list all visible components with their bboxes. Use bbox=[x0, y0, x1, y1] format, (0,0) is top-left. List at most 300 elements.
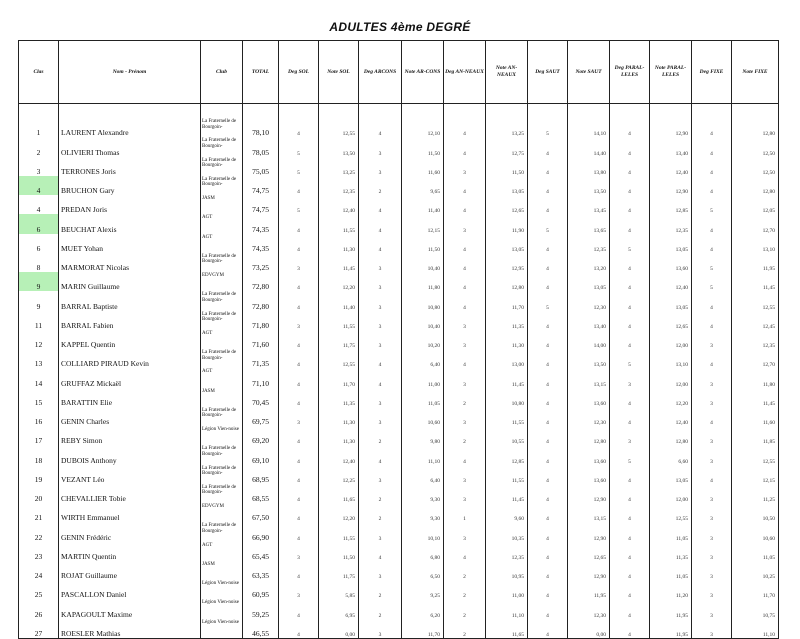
column-header: Note AN-NEAUX bbox=[486, 41, 528, 104]
deg-sol-cell: 4 bbox=[279, 234, 319, 253]
column-header: Clas bbox=[19, 41, 59, 104]
club-cell: La Fraternelle de Bourgoin- bbox=[201, 311, 243, 330]
deg-fixe-cell: 3 bbox=[692, 561, 732, 580]
note-fixe-cell: 11,60 bbox=[732, 407, 779, 426]
rank-cell: 11 bbox=[19, 311, 59, 330]
note-fixe-cell: 11,95 bbox=[732, 253, 779, 272]
note-arcons-cell: 10,60 bbox=[402, 407, 444, 426]
table-body bbox=[19, 104, 779, 639]
deg-paralleles-cell: 5 bbox=[610, 234, 650, 253]
note-fixe-cell: 11,45 bbox=[732, 272, 779, 291]
note-paralleles-cell: 12,35 bbox=[650, 214, 692, 233]
note-anneaux-cell: 10,35 bbox=[486, 522, 528, 541]
column-header: Note AR-CONS bbox=[402, 41, 444, 104]
deg-fixe-cell: 3 bbox=[692, 426, 732, 445]
deg-fixe-cell: 3 bbox=[692, 542, 732, 561]
note-fixe-cell: 12,45 bbox=[732, 311, 779, 330]
name-cell: GENIN Frédéric bbox=[59, 522, 201, 541]
table-row bbox=[19, 214, 779, 233]
note-fixe-cell: 10,50 bbox=[732, 503, 779, 522]
note-anneaux-cell: 11,45 bbox=[486, 368, 528, 387]
deg-anneaux-cell: 4 bbox=[444, 253, 486, 272]
note-paralleles-cell: 12,55 bbox=[650, 503, 692, 522]
note-arcons-cell: 10,40 bbox=[402, 253, 444, 272]
club-cell: JASM bbox=[201, 195, 243, 214]
note-arcons-cell: 11,80 bbox=[402, 272, 444, 291]
note-paralleles-cell: 13,05 bbox=[650, 465, 692, 484]
deg-anneaux-cell: 2 bbox=[444, 599, 486, 618]
club-cell: EDVGYM bbox=[201, 503, 243, 522]
name-cell: BEUCHAT Alexis bbox=[59, 214, 201, 233]
note-paralleles-cell: 11,20 bbox=[650, 580, 692, 599]
deg-saut-cell: 4 bbox=[528, 234, 568, 253]
note-saut-cell: 13,80 bbox=[568, 157, 610, 176]
deg-arcons-cell: 3 bbox=[359, 388, 402, 407]
deg-arcons-cell: 3 bbox=[359, 253, 402, 272]
note-sol-cell: 12,55 bbox=[319, 349, 359, 368]
note-arcons-cell: 11,50 bbox=[402, 234, 444, 253]
note-fixe-cell: 10,75 bbox=[732, 599, 779, 618]
table-row bbox=[19, 484, 779, 503]
name-cell: BARRAL Baptiste bbox=[59, 291, 201, 310]
note-saut-cell: 12,65 bbox=[568, 542, 610, 561]
deg-fixe-cell: 3 bbox=[692, 388, 732, 407]
table-row bbox=[19, 118, 779, 137]
deg-sol-cell: 3 bbox=[279, 253, 319, 272]
note-sol-cell: 13,25 bbox=[319, 157, 359, 176]
note-paralleles-cell: 12,20 bbox=[650, 388, 692, 407]
note-saut-cell: 12,35 bbox=[568, 234, 610, 253]
note-arcons-cell: 11,40 bbox=[402, 195, 444, 214]
note-sol-cell: 12,55 bbox=[319, 118, 359, 137]
deg-paralleles-cell: 4 bbox=[610, 272, 650, 291]
table-row bbox=[19, 561, 779, 580]
deg-anneaux-cell: 4 bbox=[444, 349, 486, 368]
deg-saut-cell: 4 bbox=[528, 349, 568, 368]
deg-arcons-cell: 4 bbox=[359, 542, 402, 561]
name-cell: BRUCHON Gary bbox=[59, 176, 201, 195]
total-cell: 63,35 bbox=[243, 561, 279, 580]
column-header: Note SOL bbox=[319, 41, 359, 104]
deg-anneaux-cell: 4 bbox=[444, 176, 486, 195]
deg-arcons-cell: 3 bbox=[359, 291, 402, 310]
deg-arcons-cell: 2 bbox=[359, 599, 402, 618]
note-fixe-cell: 11,45 bbox=[732, 388, 779, 407]
deg-paralleles-cell: 4 bbox=[610, 137, 650, 156]
name-cell: BARATTIN Elie bbox=[59, 388, 201, 407]
deg-anneaux-cell: 4 bbox=[444, 234, 486, 253]
deg-saut-cell: 4 bbox=[528, 272, 568, 291]
column-header: Club bbox=[201, 41, 243, 104]
note-saut-cell: 12,90 bbox=[568, 561, 610, 580]
deg-arcons-cell: 4 bbox=[359, 195, 402, 214]
name-cell: GRUFFAZ Mickaël bbox=[59, 368, 201, 387]
deg-saut-cell: 4 bbox=[528, 522, 568, 541]
note-sol-cell: 11,50 bbox=[319, 542, 359, 561]
deg-paralleles-cell: 4 bbox=[610, 118, 650, 137]
deg-saut-cell: 4 bbox=[528, 195, 568, 214]
note-arcons-cell: 12,10 bbox=[402, 118, 444, 137]
table-row bbox=[19, 445, 779, 464]
note-sol-cell: 6,95 bbox=[319, 599, 359, 618]
deg-arcons-cell: 3 bbox=[359, 137, 402, 156]
deg-arcons-cell: 4 bbox=[359, 234, 402, 253]
deg-fixe-cell: 3 bbox=[692, 522, 732, 541]
note-sol-cell: 12,25 bbox=[319, 465, 359, 484]
table-row bbox=[19, 311, 779, 330]
column-header: Deg PARAL-LELES bbox=[610, 41, 650, 104]
deg-arcons-cell: 2 bbox=[359, 176, 402, 195]
club-cell: JASM bbox=[201, 388, 243, 407]
total-cell: 71,35 bbox=[243, 349, 279, 368]
club-cell: La Fraternelle de Bourgoin- bbox=[201, 157, 243, 176]
note-saut-cell: 13,60 bbox=[568, 388, 610, 407]
deg-fixe-cell: 4 bbox=[692, 118, 732, 137]
note-anneaux-cell: 11,90 bbox=[486, 214, 528, 233]
deg-arcons-cell: 4 bbox=[359, 445, 402, 464]
note-anneaux-cell: 11,50 bbox=[486, 157, 528, 176]
deg-sol-cell: 5 bbox=[279, 195, 319, 214]
name-cell: MUET Yohan bbox=[59, 234, 201, 253]
note-paralleles-cell: 12,00 bbox=[650, 330, 692, 349]
note-fixe-cell: 12,50 bbox=[732, 157, 779, 176]
note-anneaux-cell: 12,85 bbox=[486, 445, 528, 464]
rank-cell: 17 bbox=[19, 426, 59, 445]
note-paralleles-cell: 13,60 bbox=[650, 253, 692, 272]
note-anneaux-cell: 13,05 bbox=[486, 176, 528, 195]
rank-cell: 27 bbox=[19, 619, 59, 639]
note-anneaux-cell: 11,00 bbox=[486, 580, 528, 599]
note-anneaux-cell: 12,35 bbox=[486, 542, 528, 561]
deg-saut-cell: 4 bbox=[528, 253, 568, 272]
total-cell: 74,35 bbox=[243, 234, 279, 253]
deg-anneaux-cell: 4 bbox=[444, 118, 486, 137]
deg-anneaux-cell: 3 bbox=[444, 330, 486, 349]
deg-saut-cell: 4 bbox=[528, 368, 568, 387]
rank-cell: 13 bbox=[19, 349, 59, 368]
column-header: Nom - Prénom bbox=[59, 41, 201, 104]
total-cell: 78,05 bbox=[243, 137, 279, 156]
note-sol-cell: 11,30 bbox=[319, 426, 359, 445]
rank-cell: 12 bbox=[19, 330, 59, 349]
total-cell: 73,25 bbox=[243, 253, 279, 272]
table-row bbox=[19, 426, 779, 445]
rank-cell: 14 bbox=[19, 368, 59, 387]
note-anneaux-cell: 12,80 bbox=[486, 272, 528, 291]
column-header: Deg ARCONS bbox=[359, 41, 402, 104]
deg-anneaux-cell: 3 bbox=[444, 522, 486, 541]
rank-cell: 21 bbox=[19, 503, 59, 522]
deg-anneaux-cell: 3 bbox=[444, 407, 486, 426]
note-saut-cell: 12,30 bbox=[568, 599, 610, 618]
deg-fixe-cell: 4 bbox=[692, 214, 732, 233]
note-saut-cell: 14,40 bbox=[568, 137, 610, 156]
total-cell: 66,90 bbox=[243, 522, 279, 541]
note-sol-cell: 12,40 bbox=[319, 445, 359, 464]
note-sol-cell: 11,30 bbox=[319, 407, 359, 426]
note-anneaux-cell: 11,55 bbox=[486, 407, 528, 426]
name-cell: PREDAN Joris bbox=[59, 195, 201, 214]
club-cell: Légion Vien-noise bbox=[201, 619, 243, 639]
deg-fixe-cell: 5 bbox=[692, 195, 732, 214]
deg-saut-cell: 4 bbox=[528, 561, 568, 580]
deg-anneaux-cell: 4 bbox=[444, 542, 486, 561]
deg-anneaux-cell: 3 bbox=[444, 484, 486, 503]
note-saut-cell: 14,00 bbox=[568, 330, 610, 349]
note-paralleles-cell: 6,60 bbox=[650, 445, 692, 464]
deg-paralleles-cell: 4 bbox=[610, 542, 650, 561]
rank-cell: 9 bbox=[19, 272, 59, 291]
deg-arcons-cell: 3 bbox=[359, 465, 402, 484]
deg-arcons-cell: 3 bbox=[359, 561, 402, 580]
note-sol-cell: 12,35 bbox=[319, 176, 359, 195]
note-arcons-cell: 10,20 bbox=[402, 330, 444, 349]
deg-arcons-cell: 2 bbox=[359, 484, 402, 503]
note-anneaux-cell: 12,95 bbox=[486, 253, 528, 272]
note-arcons-cell: 10,80 bbox=[402, 291, 444, 310]
name-cell: VEZANT Léo bbox=[59, 465, 201, 484]
deg-paralleles-cell: 5 bbox=[610, 349, 650, 368]
note-sol-cell: 12,20 bbox=[319, 503, 359, 522]
deg-anneaux-cell: 2 bbox=[444, 561, 486, 580]
total-cell: 71,10 bbox=[243, 368, 279, 387]
table-row bbox=[19, 580, 779, 599]
rank-cell: 24 bbox=[19, 561, 59, 580]
name-cell: DUBOIS Anthony bbox=[59, 445, 201, 464]
note-paralleles-cell: 13,40 bbox=[650, 137, 692, 156]
table-row bbox=[19, 137, 779, 156]
deg-fixe-cell: 4 bbox=[692, 465, 732, 484]
deg-paralleles-cell: 4 bbox=[610, 580, 650, 599]
deg-sol-cell: 4 bbox=[279, 388, 319, 407]
club-cell: La Fraternelle de Bourgoin- bbox=[201, 407, 243, 426]
rank-cell: 4 bbox=[19, 176, 59, 195]
note-anneaux-cell: 13,25 bbox=[486, 118, 528, 137]
club-cell: La Fraternelle de Bourgoin- bbox=[201, 118, 243, 137]
deg-saut-cell: 4 bbox=[528, 388, 568, 407]
deg-arcons-cell: 4 bbox=[359, 214, 402, 233]
total-cell: 71,80 bbox=[243, 311, 279, 330]
note-anneaux-cell: 10,80 bbox=[486, 388, 528, 407]
deg-paralleles-cell: 4 bbox=[610, 311, 650, 330]
deg-paralleles-cell: 4 bbox=[610, 503, 650, 522]
deg-sol-cell: 4 bbox=[279, 176, 319, 195]
deg-paralleles-cell: 4 bbox=[610, 561, 650, 580]
note-arcons-cell: 12,15 bbox=[402, 214, 444, 233]
deg-anneaux-cell: 3 bbox=[444, 311, 486, 330]
table-row bbox=[19, 176, 779, 195]
spacer-row bbox=[19, 104, 779, 119]
deg-saut-cell: 4 bbox=[528, 311, 568, 330]
note-anneaux-cell: 13,00 bbox=[486, 349, 528, 368]
column-header: TOTAL bbox=[243, 41, 279, 104]
note-sol-cell: 12,40 bbox=[319, 195, 359, 214]
deg-arcons-cell: 4 bbox=[359, 368, 402, 387]
total-cell: 69,10 bbox=[243, 445, 279, 464]
deg-sol-cell: 4 bbox=[279, 349, 319, 368]
deg-fixe-cell: 5 bbox=[692, 253, 732, 272]
table-row bbox=[19, 291, 779, 310]
club-cell: La Fraternelle de Bourgoin- bbox=[201, 137, 243, 156]
deg-paralleles-cell: 4 bbox=[610, 522, 650, 541]
table-row bbox=[19, 542, 779, 561]
deg-anneaux-cell: 4 bbox=[444, 272, 486, 291]
note-fixe-cell: 12,70 bbox=[732, 349, 779, 368]
note-saut-cell: 12,90 bbox=[568, 522, 610, 541]
deg-sol-cell: 4 bbox=[279, 599, 319, 618]
deg-sol-cell: 5 bbox=[279, 137, 319, 156]
rank-cell: 26 bbox=[19, 599, 59, 618]
club-cell: EDVGYM bbox=[201, 272, 243, 291]
column-header: Deg SOL bbox=[279, 41, 319, 104]
note-saut-cell: 12,90 bbox=[568, 484, 610, 503]
club-cell: AGT bbox=[201, 368, 243, 387]
name-cell: ROJAT Guillaume bbox=[59, 561, 201, 580]
column-header: Note SAUT bbox=[568, 41, 610, 104]
club-cell: AGT bbox=[201, 234, 243, 253]
note-fixe-cell: 13,10 bbox=[732, 234, 779, 253]
deg-fixe-cell: 4 bbox=[692, 291, 732, 310]
note-sol-cell: 11,45 bbox=[319, 253, 359, 272]
note-fixe-cell: 11,25 bbox=[732, 484, 779, 503]
note-anneaux-cell: 11,70 bbox=[486, 291, 528, 310]
note-saut-cell: 13,50 bbox=[568, 176, 610, 195]
deg-arcons-cell: 2 bbox=[359, 580, 402, 599]
note-anneaux-cell: 11,55 bbox=[486, 465, 528, 484]
deg-fixe-cell: 3 bbox=[692, 503, 732, 522]
deg-saut-cell: 4 bbox=[528, 137, 568, 156]
rank-cell: 18 bbox=[19, 445, 59, 464]
table-row bbox=[19, 599, 779, 618]
note-sol-cell: 11,75 bbox=[319, 330, 359, 349]
deg-saut-cell: 4 bbox=[528, 542, 568, 561]
deg-sol-cell: 4 bbox=[279, 619, 319, 639]
deg-arcons-cell: 3 bbox=[359, 407, 402, 426]
note-anneaux-cell: 11,30 bbox=[486, 330, 528, 349]
deg-paralleles-cell: 5 bbox=[610, 445, 650, 464]
deg-paralleles-cell: 4 bbox=[610, 484, 650, 503]
deg-arcons-cell: 3 bbox=[359, 272, 402, 291]
note-sol-cell: 12,20 bbox=[319, 272, 359, 291]
deg-sol-cell: 4 bbox=[279, 272, 319, 291]
deg-anneaux-cell: 1 bbox=[444, 503, 486, 522]
note-anneaux-cell: 11,65 bbox=[486, 619, 528, 639]
total-cell: 46,55 bbox=[243, 619, 279, 639]
deg-arcons-cell: 4 bbox=[359, 118, 402, 137]
deg-anneaux-cell: 3 bbox=[444, 157, 486, 176]
name-cell: TERRONES Joris bbox=[59, 157, 201, 176]
deg-fixe-cell: 4 bbox=[692, 234, 732, 253]
deg-paralleles-cell: 3 bbox=[610, 426, 650, 445]
note-paralleles-cell: 12,90 bbox=[650, 118, 692, 137]
deg-sol-cell: 4 bbox=[279, 503, 319, 522]
deg-saut-cell: 4 bbox=[528, 407, 568, 426]
total-cell: 74,75 bbox=[243, 176, 279, 195]
table-row bbox=[19, 234, 779, 253]
note-arcons-cell: 11,60 bbox=[402, 157, 444, 176]
deg-fixe-cell: 3 bbox=[692, 368, 732, 387]
deg-saut-cell: 4 bbox=[528, 599, 568, 618]
deg-fixe-cell: 3 bbox=[692, 580, 732, 599]
name-cell: CHEVALLIER Tobie bbox=[59, 484, 201, 503]
table-row bbox=[19, 272, 779, 291]
deg-sol-cell: 4 bbox=[279, 368, 319, 387]
note-arcons-cell: 9,25 bbox=[402, 580, 444, 599]
deg-anneaux-cell: 3 bbox=[444, 214, 486, 233]
note-anneaux-cell: 10,55 bbox=[486, 426, 528, 445]
name-cell: LAURENT Alexandre bbox=[59, 118, 201, 137]
deg-anneaux-cell: 3 bbox=[444, 368, 486, 387]
rank-cell: 22 bbox=[19, 522, 59, 541]
deg-paralleles-cell: 3 bbox=[610, 368, 650, 387]
note-anneaux-cell: 11,45 bbox=[486, 484, 528, 503]
deg-saut-cell: 4 bbox=[528, 426, 568, 445]
rank-cell: 15 bbox=[19, 388, 59, 407]
note-paralleles-cell: 12,85 bbox=[650, 195, 692, 214]
table-row bbox=[19, 465, 779, 484]
column-header: Note PARAL-LELES bbox=[650, 41, 692, 104]
note-fixe-cell: 11,80 bbox=[732, 368, 779, 387]
deg-fixe-cell: 4 bbox=[692, 311, 732, 330]
note-anneaux-cell: 11,35 bbox=[486, 311, 528, 330]
rank-cell: 8 bbox=[19, 253, 59, 272]
note-sol-cell: 11,55 bbox=[319, 311, 359, 330]
note-sol-cell: 11,65 bbox=[319, 484, 359, 503]
deg-paralleles-cell: 4 bbox=[610, 465, 650, 484]
note-saut-cell: 12,30 bbox=[568, 291, 610, 310]
club-cell: AGT bbox=[201, 214, 243, 233]
club-cell: La Fraternelle de Bourgoin- bbox=[201, 465, 243, 484]
table-row bbox=[19, 330, 779, 349]
rank-cell: 6 bbox=[19, 214, 59, 233]
name-cell: REBY Simon bbox=[59, 426, 201, 445]
note-fixe-cell: 10,60 bbox=[732, 522, 779, 541]
name-cell: MARIN Guillaume bbox=[59, 272, 201, 291]
note-paralleles-cell: 13,05 bbox=[650, 291, 692, 310]
deg-paralleles-cell: 4 bbox=[610, 195, 650, 214]
deg-sol-cell: 4 bbox=[279, 291, 319, 310]
name-cell: GENIN Charles bbox=[59, 407, 201, 426]
rank-cell: 25 bbox=[19, 580, 59, 599]
note-fixe-cell: 12,70 bbox=[732, 214, 779, 233]
deg-sol-cell: 5 bbox=[279, 157, 319, 176]
name-cell: MARTIN Quentin bbox=[59, 542, 201, 561]
note-saut-cell: 13,40 bbox=[568, 311, 610, 330]
name-cell: KAPPEL Quentin bbox=[59, 330, 201, 349]
deg-anneaux-cell: 2 bbox=[444, 426, 486, 445]
deg-arcons-cell: 3 bbox=[359, 330, 402, 349]
deg-fixe-cell: 3 bbox=[692, 619, 732, 639]
club-cell: La Fraternelle de Bourgoin- bbox=[201, 445, 243, 464]
deg-fixe-cell: 3 bbox=[692, 484, 732, 503]
note-fixe-cell: 11,70 bbox=[732, 580, 779, 599]
note-paralleles-cell: 13,10 bbox=[650, 349, 692, 368]
deg-paralleles-cell: 4 bbox=[610, 330, 650, 349]
deg-saut-cell: 5 bbox=[528, 214, 568, 233]
note-sol-cell: 11,30 bbox=[319, 234, 359, 253]
note-paralleles-cell: 12,00 bbox=[650, 368, 692, 387]
deg-sol-cell: 3 bbox=[279, 580, 319, 599]
column-header: Deg AN-NEAUX bbox=[444, 41, 486, 104]
deg-saut-cell: 4 bbox=[528, 330, 568, 349]
note-arcons-cell: 6,20 bbox=[402, 599, 444, 618]
note-fixe-cell: 12,35 bbox=[732, 330, 779, 349]
column-header: Deg SAUT bbox=[528, 41, 568, 104]
deg-sol-cell: 4 bbox=[279, 465, 319, 484]
note-saut-cell: 13,20 bbox=[568, 253, 610, 272]
table-row bbox=[19, 368, 779, 387]
total-cell: 74,35 bbox=[243, 214, 279, 233]
